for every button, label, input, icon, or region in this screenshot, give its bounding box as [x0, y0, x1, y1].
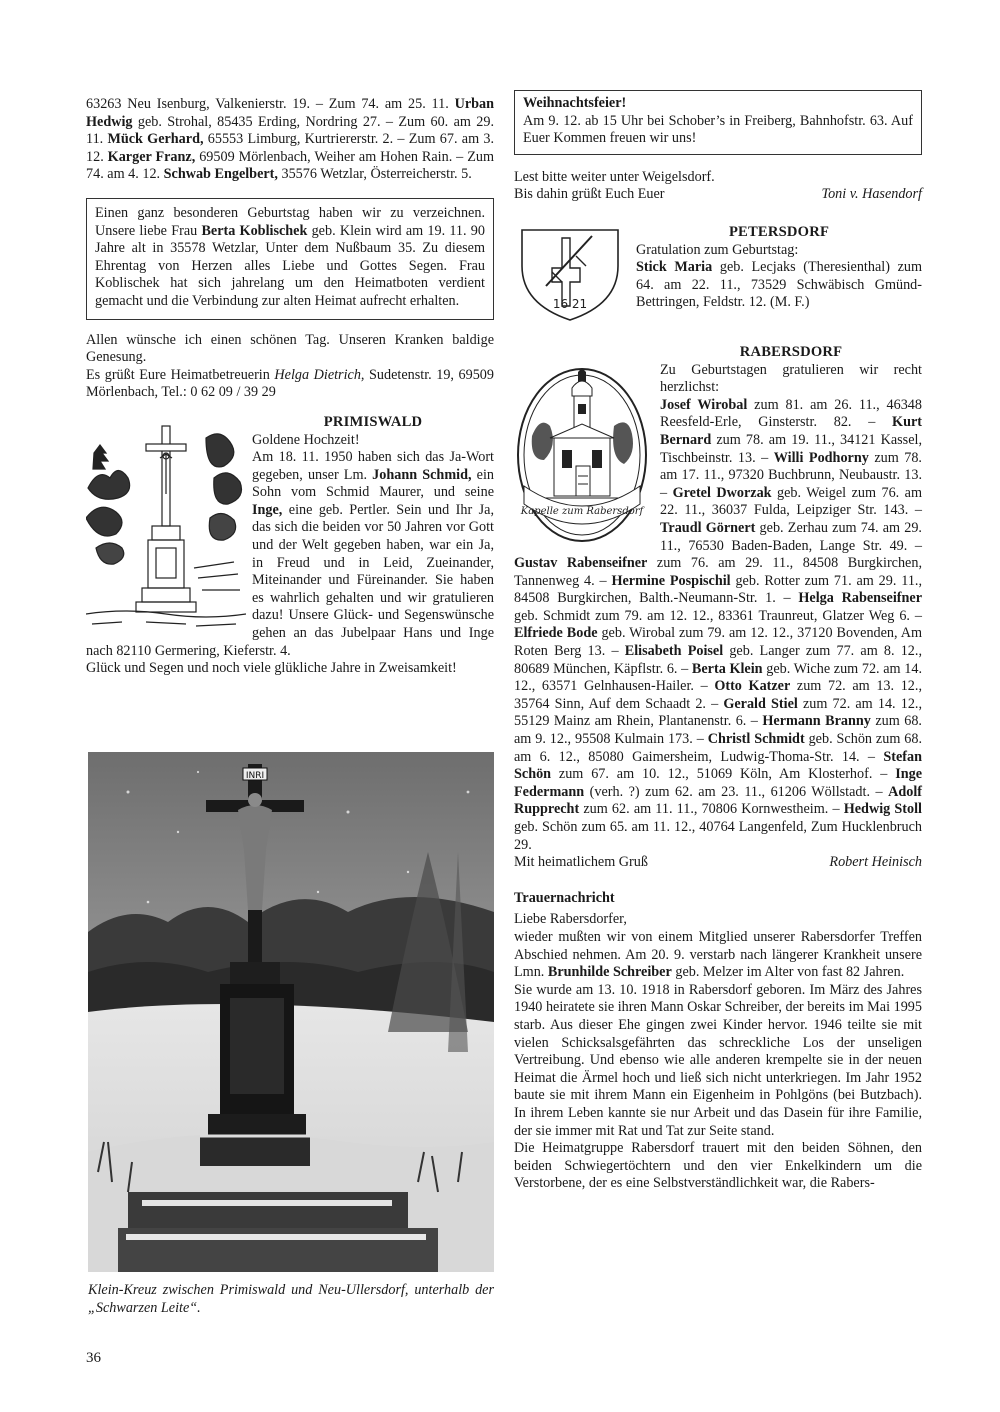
rabersdorf-birthdays: Zu Geburtstagen gratulieren wir recht herzlichst: Josef Wirobal zum 81. am 26. 11., 46348 Reesfeld-Erle, Ginsterstr. 82. – Kurt Bernard zum 78. am 19. 11., 34121 Kassel, Tischbeinstr. 13. – Willi Podhorny zum 78. am 17. 11., 97320 Buchbrunn, Neubaustr. 13. – Gretel Dworzak geb. Weigel zum 76. am 22. 11., 36037 Fulda, Leipziger Str. 143. – Traudl Görnert geb. Zerhau zum 74. am 29. 11., 76530 Baden-Baden, Lange Str. 49. – Gustav Rabenseifner zum 76. am 29. 11., 84508 Burgkirchen, Tannenweg 4. – Hermine Pospischil geb. Rotter zum 71. am 29. 11., 84508 Burgkirchen, Balth.-Neumann-Str. 1. – Helga Rabenseifner geb. Schmidt zum 79. am 12. 12., 83361 Traunreut, Glatzer Weg 6. – Elfriede Bode geb. Wirobal zum 79. am 12. 12., 37120 Bovenden, Am Roten Berg 13. – Elisabeth Poisel geb. Langer zum 77. am 8. 12., 80689 München, Käpflstr. 6. – Berta Klein geb. Wiche zum 72. am 14. 12., 63571 Gelnhausen-Hailer. – Otto Katzer zum 72. am 13. 12., 35764 Sinn, Auf dem Schaadt 2. – Gerald Stiel zum 72. am 14. 12., 55129 Mainz am Rhein, Plantanenstr. 6. – Hermann Branny zum 68. am 9. 12., 95508 Kulmain 173. – Christl Schmidt geb. Schön zum 68. am 6. 12., 85080 Gaimersheim, Ludwig-Thoma-Str. 14. – Stefan Schön zum 67. am 10. 12., 51069 Köln, Am Klosterhof. – Inge Federmann (verh. ?) zum 62. am 23. 11., 61206 Wöllstadt. – Adolf Rupprecht zum 62. am 11. 11., 70806 Kornwestheim. – Hedwig Stoll geb. Schön zum 65. am 11. 12., 40764 Langenfeld, Zum Hucklenbruch 29.: [514, 361, 923, 853]
petersdorf-section: [514, 224, 922, 322]
inri-plaque: INRI: [245, 771, 265, 781]
petersdorf-crest: [518, 226, 622, 322]
obituary-heading: Trauernachricht: [514, 889, 615, 906]
photo-caption: Klein-Kreuz zwischen Primiswald und Neu-Ullersdorf, unterhalb der „Schwarzen Leite“.: [88, 1282, 494, 1316]
obituary-paragraph-1: wieder mußten wir von einem Mitglied unserer Rabersdorfer Treffen Abschied nehmen. Am 20. 9. verstarb nach längerer Krankheit unsere Lmn. Brunhilde Schreiber geb. Melzer im Alter von fast 82 Jahren.: [514, 928, 922, 981]
wayside-cross-drawing: [86, 418, 246, 636]
weigelsdorf-line1: Lest bitte weiter unter Weigelsdorf.: [514, 168, 715, 185]
weigelsdorf-line2: Bis dahin grüßt Euch Euer: [514, 186, 665, 203]
weigelsdorf-signer: Toni v. Hasendorf: [821, 186, 922, 203]
christmas-party-title: Weihnachtsfeier!: [523, 95, 627, 111]
petersdorf-text: Gratulation zum Geburtstag: Stick Maria geb. Lecjaks (Theresienthal) zum 64. am 22. 11., 73529 Schwäbisch Gmünd-Bettringen, Feldstr. 12. (M. F.): [636, 241, 922, 311]
primiswald-text: Goldene Hochzeit! Am 18. 11. 1950 haben sich das Ja-Wort gegeben, unser Lm. Johann Schmid, ein Sohn vom Schmid Maurer, und seine Inge, eine geb. Pertler. Sein und Ihr Ja, das sich die beiden vor 50 Jahren vor Gott und der Welt gegeben haben, war ein Ja, in Freud und in Leid, Zueinander, Miteinander und Füreinander. Sie haben es wahrlich gehalten und wir gratulieren dazu! Unsere Glück- und Segenswünsche gehen an das Jubelpaar Hans und Inge nach 82110 Germering, Kieferstr. 4. Glück und Segen und noch viele glükliche Jahre in Zweisamkeit!: [86, 431, 494, 677]
weigelsdorf-note: [514, 169, 922, 204]
left-column: [86, 96, 494, 678]
helga-greetings: Allen wünsche ich einen schönen Tag. Unseren Kranken baldige Genesung. Es grüßt Eure Heimatbetreuerin Helga Dietrich, Sudetenstr. 19, 69509 Mörlenbach, Tel.: 0 62 09 / 39 29: [86, 331, 494, 401]
obituary-paragraph-2: Sie wurde am 13. 10. 1918 in Rabersdorf geboren. Im März des Jahres 1940 heiratete sie ihren Mann Oskar Schreiber, der bereits im Mai 1995 starb. Aus dieser Ehe gingen zwei Kinder hervor. 1946 teilte sie mit vielen Schicksalsgefährten das schreckliche Los der unseligen Vertreibung. Und ebenso wie alle anderen krempelte sie in der neuen Heimat die Ärmel hoch und ließ sich nicht unterkriegen. Im Jahr 1952 baute sie mit ihrem Mann ein Eigenheim in Pohlgöns (bei Butzbach). In ihrem Leben kannte sie nur Arbeit und das Dasein für ihre Familie, der sie immer mit Rat und Tat zur Seite stand.: [514, 981, 922, 1139]
rabersdorf-closing: Mit heimatlichem Gruß: [514, 854, 648, 871]
berta-birthday-box: [86, 198, 494, 320]
primiswald-section: [86, 414, 494, 678]
cross-photo: [88, 752, 494, 1272]
rabersdorf-signer: Robert Heinisch: [829, 854, 922, 871]
petersdorf-heading: PETERSDORF: [728, 223, 830, 240]
berta-birthday-text: Einen ganz besonderen Geburtstag haben wir zu verzeichnen. Unsere liebe Frau Berta Koblischek geb. Klein wird am 19. 11. 90 Jahre alt in 35578 Wetzlar, Unter dem Nußbaum 35. Zu diesem Ehrentag von Herzen alles Liebe und Gottes Segen. Frau Koblischek hat sich jahrelang um den Heimatboten verdient gemacht und die Verbindung zur alten Heimat aufrecht erhalten.: [95, 204, 485, 309]
crest-year: 16 21: [552, 296, 588, 311]
obituary-salutation: Liebe Rabersdorfer,: [514, 911, 627, 928]
page-number: 36: [86, 1350, 101, 1366]
birthday-list-continued: 63263 Neu Isenburg, Valkenierstr. 19. – Zum 74. am 25. 11. Urban Hedwig geb. Strohal, 85435 Erding, Nordring 27. – Zum 60. am 29. 11. Mück Gerhard, 65553 Limburg, Kurtriererstr. 2. – Zum 67. am 3. 12. Karger Franz, 69509 Mörlenbach, Weiher am Hohen Rain. – Zum 74. am 4. 12. Schwab Engelbert, 35576 Wetzlar, Österreicherstr. 5.: [86, 96, 495, 183]
rabersdorf-chapel-emblem: [514, 366, 650, 544]
rabersdorf-section: [514, 344, 922, 872]
rabersdorf-heading: RABERSDORF: [739, 343, 843, 360]
primiswald-heading: PRIMISWALD: [323, 413, 423, 430]
christmas-party-text: Am 9. 12. ab 15 Uhr bei Schober’s in Freiberg, Bahnhofstr. 63. Auf Euer Kommen freuen wir uns!: [523, 112, 913, 147]
obituary-paragraph-3: Die Heimatgruppe Rabersdorf trauert mit den beiden Söhnen, den beiden Schwiegertöchtern und den vier Enkelkindern um die Verstorbene, der es eine Selbstverständlichkeit war, die Rabers-: [514, 1140, 922, 1192]
right-column: [514, 90, 922, 1193]
emblem-ribbon-text: Kapelle zum Rabersdorf: [520, 505, 644, 517]
christmas-party-box: [514, 90, 922, 155]
